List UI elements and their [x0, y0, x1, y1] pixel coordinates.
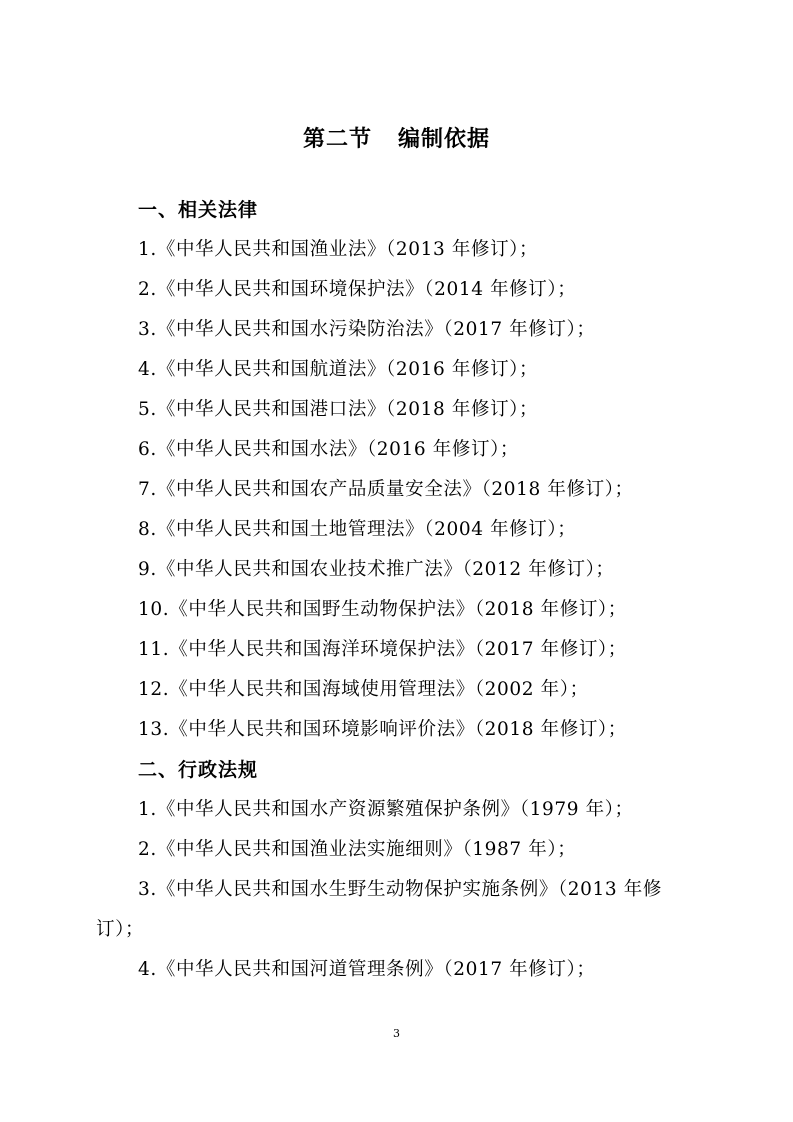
list-item: 13.《中华人民共和国环境影响评价法》（2018 年修订）； [138, 719, 627, 740]
list-item: 10.《中华人民共和国野生动物保护法》（2018 年修订）； [138, 599, 627, 620]
document-body [96, 190, 706, 990]
list-item: 2.《中华人民共和国渔业法实施细则》（1987 年）； [138, 839, 577, 860]
section-number: 第二节 [302, 127, 372, 152]
page-number: 3 [393, 1027, 400, 1040]
section-name: 编制依据 [398, 127, 491, 152]
list-item: 3.《中华人民共和国水生野生动物保护实施条例》（2013 年修订）； [96, 879, 662, 940]
section-title [0, 124, 793, 156]
list-item: 8.《中华人民共和国土地管理法》（2004 年修订）； [138, 519, 577, 540]
list-item: 4.《中华人民共和国河道管理条例》（2017 年修订）； [138, 959, 596, 980]
section-heading-regulations: 二、行政法规 [138, 759, 259, 781]
list-item: 5.《中华人民共和国港口法》（2018 年修订）； [138, 399, 539, 420]
list-item: 9.《中华人民共和国农业技术推广法》（2012 年修订）； [138, 559, 615, 580]
list-item: 7.《中华人民共和国农产品质量安全法》（2018 年修订）； [138, 479, 634, 500]
list-item: 3.《中华人民共和国水污染防治法》（2017 年修订）； [138, 319, 596, 340]
list-item: 4.《中华人民共和国航道法》（2016 年修订）； [138, 359, 539, 380]
list-item: 6.《中华人民共和国水法》（2016 年修订）； [138, 439, 520, 460]
list-item: 11.《中华人民共和国海洋环境保护法》（2017 年修订）； [138, 639, 627, 660]
list-item: 12.《中华人民共和国海域使用管理法》（2002 年）； [138, 679, 589, 700]
list-item: 1.《中华人民共和国水产资源繁殖保护条例》（1979 年）； [138, 799, 634, 820]
section-heading-laws: 一、相关法律 [138, 199, 259, 221]
list-item: 1.《中华人民共和国渔业法》（2013 年修订）； [138, 239, 539, 260]
list-item: 2.《中华人民共和国环境保护法》（2014 年修订）； [138, 279, 577, 300]
